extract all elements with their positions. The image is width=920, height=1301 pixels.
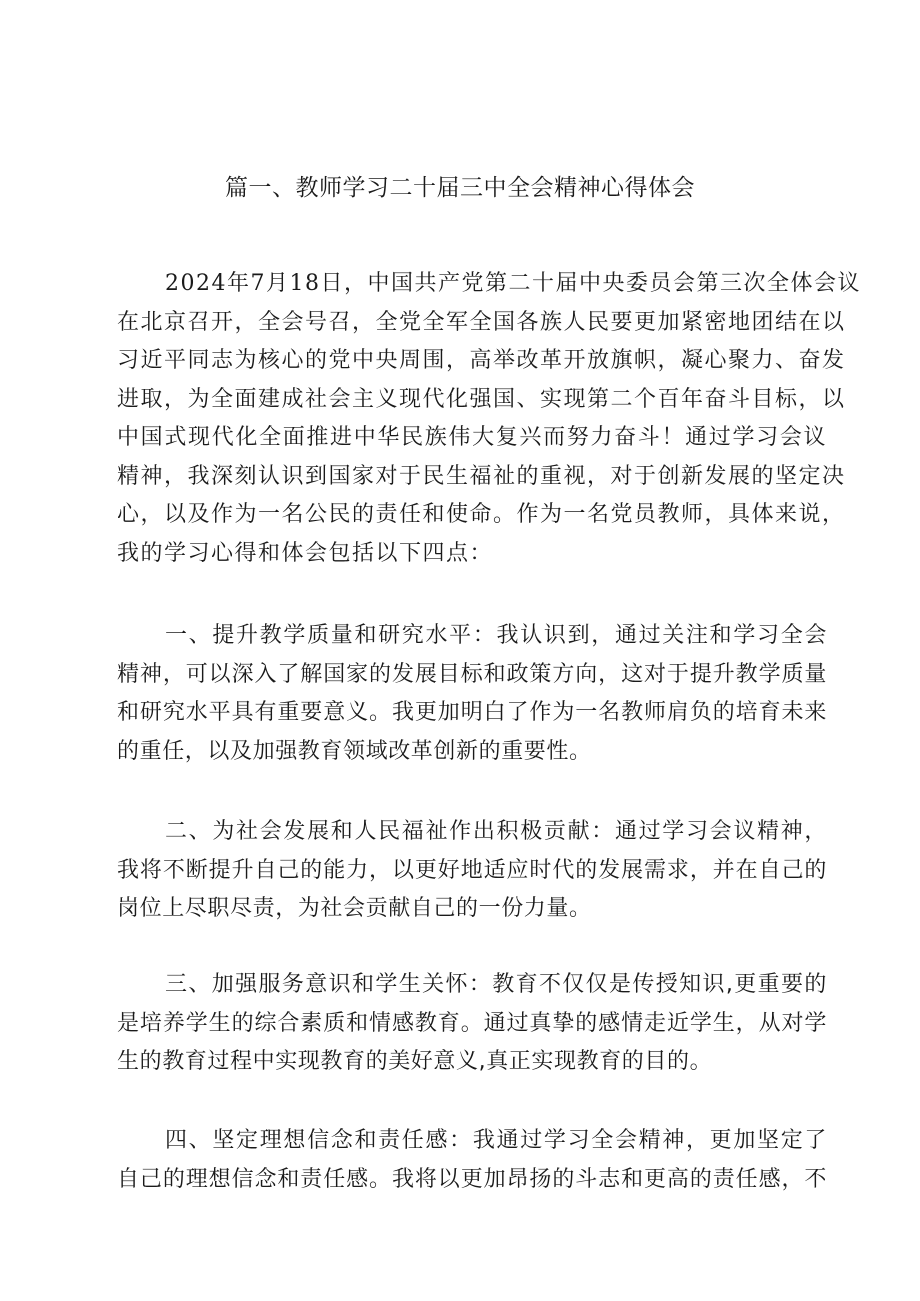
paragraph-line: 是培养学生的综合素质和情感教育。通过真挚的感情走近学生，从对学 bbox=[117, 1010, 827, 1036]
paragraph-line: 生的教育过程中实现教育的美好意义,真正实现教育的目的。 bbox=[117, 1049, 713, 1074]
paragraph-line: 一、提升教学质量和研究水平：我认识到，通过关注和学习全会 bbox=[165, 623, 827, 648]
paragraph-line: 在北京召开，全会号召，全党全军全国各族人民要更加紧密地团结在以 bbox=[117, 309, 846, 335]
paragraph-line: 我的学习心得和体会包括以下四点： bbox=[117, 540, 494, 566]
paragraph-line: 2024年7月18日，中国共产党第二十届中央委员会第三次全体会议 bbox=[165, 271, 861, 296]
point-paragraph-3 bbox=[117, 966, 827, 1082]
paragraph-line: 精神，我深刻认识到国家对于民生福祉的重视，对于创新发展的坚定决 bbox=[117, 463, 846, 489]
paragraph-line: 和研究水平具有重要意义。我更加明白了作为一名教师肩负的培育未来 bbox=[117, 700, 827, 725]
paragraph-line: 二、为社会发展和人民福祉作出积极贡献：通过学习会议精神， bbox=[165, 819, 827, 844]
paragraph-line: 习近平同志为核心的党中央周围，高举改革开放旗帜，凝心聚力、奋发 bbox=[117, 348, 846, 373]
paragraph-line: 三、加强服务意识和学生关怀：教育不仅仅是传授知识,更重要的 bbox=[165, 972, 827, 997]
point-paragraph-1 bbox=[117, 617, 827, 771]
point-paragraph-4 bbox=[117, 1122, 827, 1199]
paragraph-line: 岗位上尽职尽责，为社会贡献自己的一份力量。 bbox=[117, 896, 592, 921]
paragraph-line: 心，以及作为一名公民的责任和使命。作为一名党员教师，具体来说， bbox=[117, 502, 846, 527]
paragraph-line: 精神，可以深入了解国家的发展目标和政策方向，这对于提升教学质量 bbox=[117, 661, 827, 687]
paragraph-line: 四、坚定理想信念和责任感：我通过学习全会精神，更加坚定了 bbox=[165, 1128, 827, 1153]
paragraph-line: 我将不断提升自己的能力，以更好地适应时代的发展需求，并在自己的 bbox=[117, 857, 827, 883]
document-title: 篇一、教师学习二十届三中全会精神心得体会 bbox=[225, 175, 695, 201]
paragraph-line: 的重任，以及加强教育领域改革创新的重要性。 bbox=[117, 738, 592, 764]
intro-paragraph bbox=[117, 265, 861, 573]
paragraph-line: 自己的理想信念和责任感。我将以更加昂扬的斗志和更高的责任感，不 bbox=[117, 1166, 827, 1192]
paragraph-line: 进取，为全面建成社会主义现代化强国、实现第二个百年奋斗目标，以 bbox=[117, 386, 846, 412]
paragraph-line: 中国式现代化全面推进中华民族伟大复兴而努力奋斗！通过学习会议 bbox=[117, 425, 827, 450]
point-paragraph-2 bbox=[117, 813, 827, 929]
